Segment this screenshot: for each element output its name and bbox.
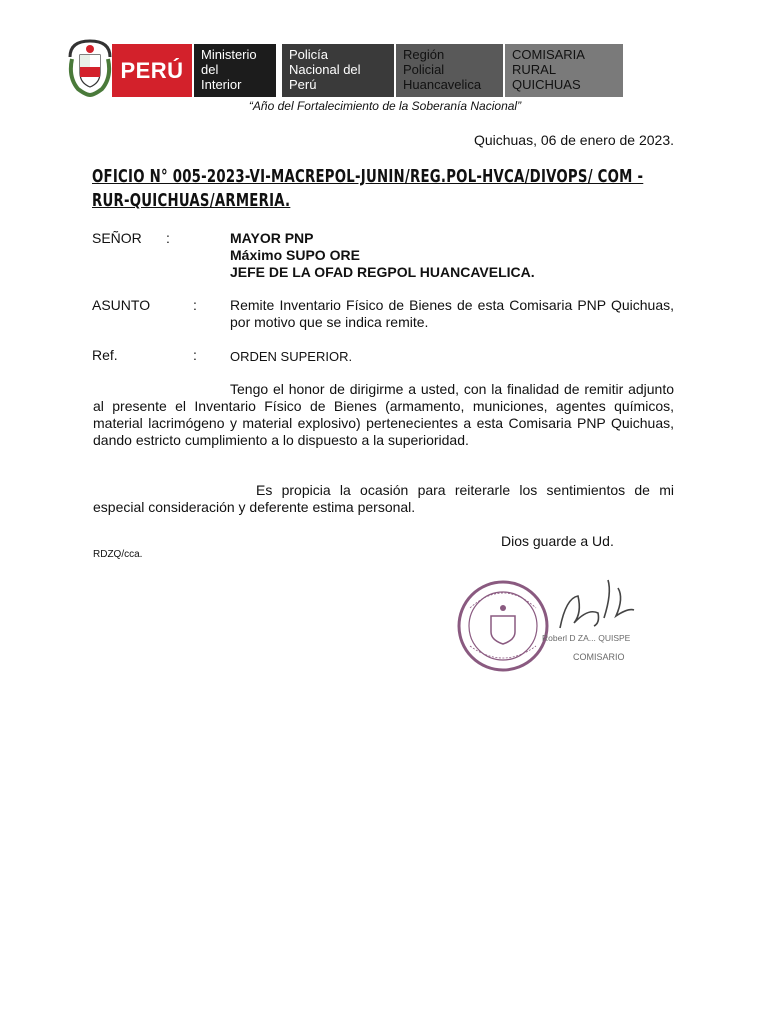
- peru-coat-of-arms-logo: [66, 37, 114, 97]
- header-box-line: Huancavelica: [403, 77, 482, 92]
- police-seal-stamp: [459, 582, 547, 670]
- asunto-text: Remite Inventario Físico de Bienes de esta Comisaria PNP Quichuas, por motivo que se indica remite.: [230, 297, 674, 330]
- header-box-line: RURAL: [512, 62, 557, 77]
- ref-label: Ref.: [92, 347, 118, 363]
- body-paragraph-1: Tengo el honor de dirigirme a usted, con la finalidad de remitir adjunto al presente el Inventario Físico de Bienes (armamento, municiones, agentes químicos, material lacrimógeno y material explosivo) pertenecientes a esta Comisaria PNP Quichuas, dando estricto cumplimiento a lo dispuesto a la superioridad.: [93, 381, 674, 448]
- reference-initials: RDZQ/cca.: [93, 549, 143, 560]
- header-box-line: Perú: [289, 77, 317, 92]
- colon: :: [193, 297, 197, 313]
- header-box-line: del: [201, 62, 219, 77]
- oficio-title: [92, 165, 682, 213]
- header-box-line: Policía: [289, 47, 329, 62]
- oficio-title-line: RUR-QUICHUAS/ARMERIA.: [92, 190, 291, 211]
- asunto-label: ASUNTO: [92, 297, 151, 313]
- header-box-line: Ministerio: [201, 47, 257, 62]
- header-box-region: [396, 44, 503, 97]
- country-banner: [112, 44, 192, 97]
- addressee-line: JEFE DE LA OFAD REGPOL HUANCAVELICA.: [230, 264, 535, 280]
- closing-salutation: Dios guarde a Ud.: [501, 533, 614, 549]
- document-date: Quichuas, 06 de enero de 2023.: [473, 132, 674, 148]
- senor-label: SEÑOR: [92, 230, 142, 246]
- header-box-line: Interior: [201, 77, 242, 92]
- addressee-line: Máximo SUPO ORE: [230, 247, 360, 263]
- signer-title-stamp: COMISARIO: [573, 652, 625, 662]
- header-box-comisaria: [505, 44, 623, 97]
- header-box-line: Policial: [403, 62, 445, 77]
- colon: :: [166, 230, 170, 246]
- addressee: [230, 230, 535, 281]
- signer-name-stamp: Roberl D ZA... QUISPE: [542, 633, 631, 643]
- body-paragraph-2: Es propicia la ocasión para reiterarle los sentimientos de mi especial consideración y deferente estima personal.: [93, 482, 674, 515]
- header-box-policia: [282, 44, 394, 97]
- addressee-line: MAYOR PNP: [230, 230, 314, 246]
- colon: :: [193, 347, 197, 363]
- header-box-line: COMISARIA: [512, 47, 585, 62]
- country-label: PERÚ: [120, 57, 184, 83]
- handwritten-signature: [560, 580, 634, 628]
- year-motto: “Año del Fortalecimiento de la Soberanía Nacional”: [248, 99, 522, 113]
- header-box-line: Región: [403, 47, 445, 62]
- header-box-line: Nacional del: [289, 62, 361, 77]
- oficio-title-line: OFICIO N° 005-2023-VI-MACREPOL-JUNIN/REG.POL-HVCA/DIVOPS/ COM -: [92, 166, 644, 187]
- header-box-ministerio: [194, 44, 276, 97]
- seal-and-signature: [448, 568, 678, 673]
- ref-text: ORDEN SUPERIOR.: [230, 349, 353, 364]
- header-box-line: QUICHUAS: [512, 77, 581, 92]
